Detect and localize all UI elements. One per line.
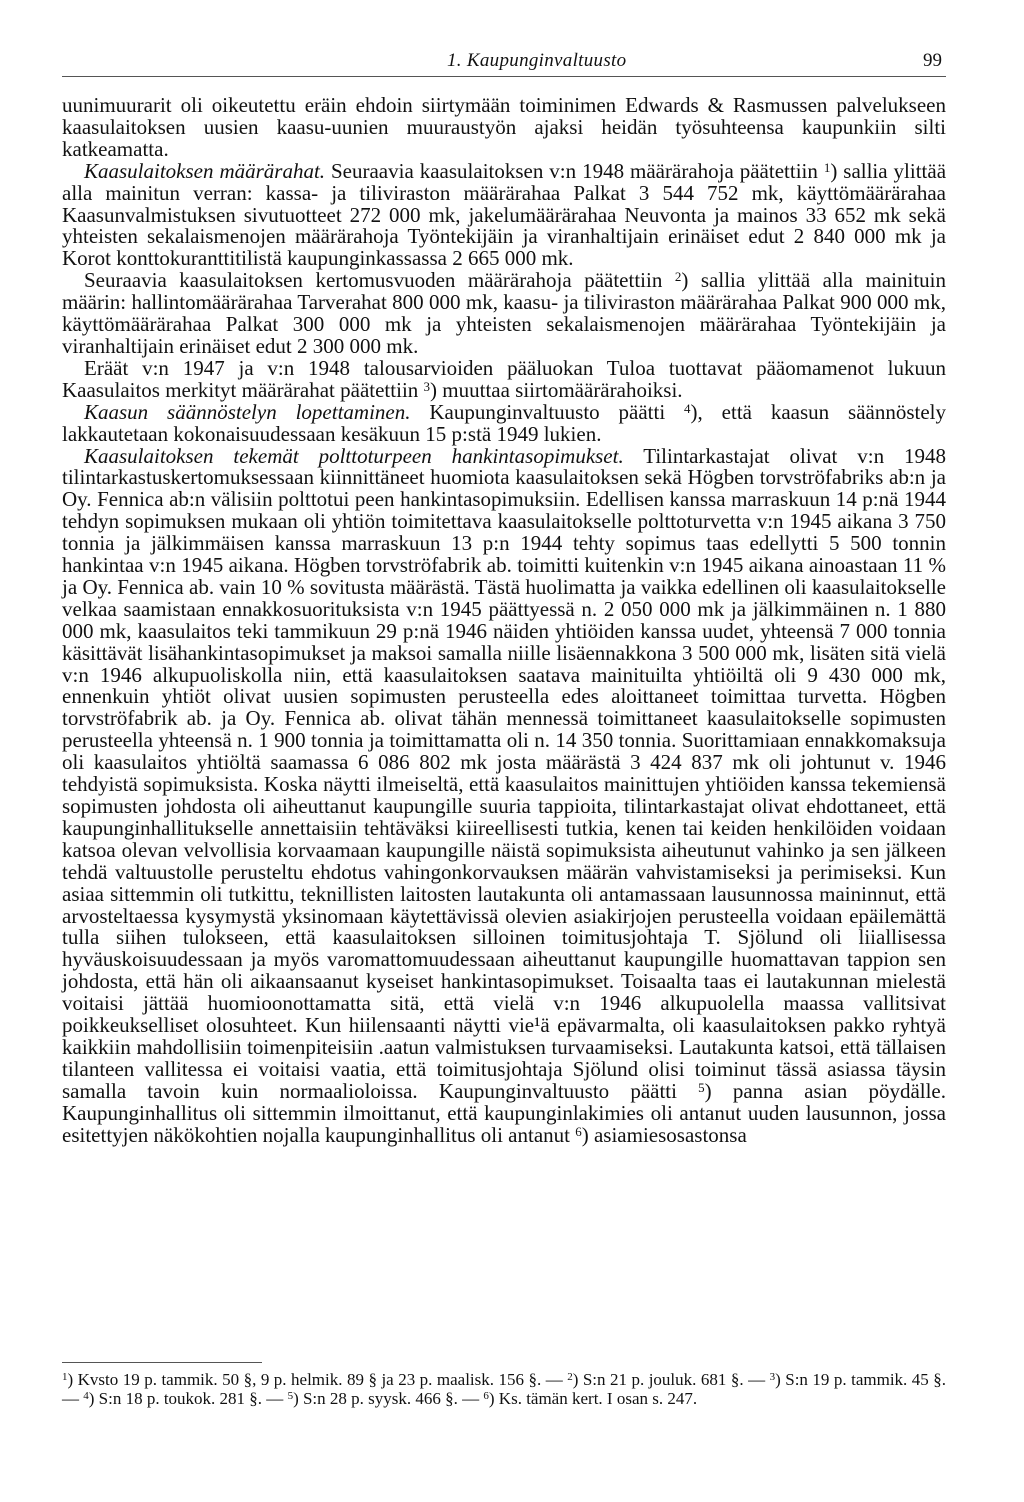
text-run: ) S:n 18 p. toukok. 281 §. — [88, 1388, 288, 1408]
paragraph [62, 355, 946, 402]
paragraph [62, 158, 947, 271]
text-run: Kaupunginvaltuusto päätti [410, 399, 685, 424]
paragraph [62, 95, 946, 161]
text-run: ) muuttaa siirtomäärärahoiksi. [430, 377, 683, 402]
text-run: ) asiamiesosastonsa [581, 1122, 747, 1147]
header-rule [62, 76, 946, 77]
footnote-reference: 3 [769, 1371, 776, 1383]
text-run: ), että kaasun säännöstely lakkautetaan kokonaisuudessaan kesäkuun 15 p:stä 1949 lukien. [62, 399, 946, 446]
body-text [62, 95, 946, 1147]
text-run: uunimuurarit oli oikeutettu eräin ehdoin siirtymään toiminimen Edwards & Rasmussen palvelukseen kaasulaitoksen uusien kaasu-uunien muuraustyön ajaksi heidän työsuhteensa kaupunkiin silti katkeamatta. [62, 93, 946, 161]
footnote-text [62, 1371, 946, 1408]
section-heading: Kaasun säännöstelyn lopettaminen. [84, 399, 411, 424]
text-run: ) sallia ylittää alla mainitun verran: kassa- ja tiliviraston määrärahaa Palkat 3 544 752 mk, käyttömäärärahaa Kaasunvalmistuksen sivutuotteet 272 000 mk, jakelumäärärahaa Neuvonta ja mainos 33 652 mk sekä yhteisten sekalaismenojen määrärahoja Työntekijäin ja viranhaltijain erinäiset edut 2 840 000 mk ja Korot konttokuranttitilistä kaupunginkassassa 2 665 000 mk. [62, 158, 947, 271]
section-heading: Kaasulaitoksen määrärahat. [84, 158, 326, 183]
text-run: Seuraavia kaasulaitoksen v:n 1948 määrärahoja päätettiin [325, 158, 824, 183]
page-number: 99 [923, 50, 942, 71]
text-run: Tilintarkastajat olivat v:n 1948 tilintarkastuskertomuksessaan kiinnittäneet huomiota kaasulaitoksen sekä Högben torvströfabriks ab:n ja Oy. Fennica ab:n välisiin polttotui peen hankintasopimuksiin. Edellisen kanssa marraskuun 14 p:nä 1944 tehdyn sopimuksen mukaan oli yhtiön toimitettava kaasulaitokselle polttoturvetta v:n 1945 aikana 3 750 tonnia ja jälkimmäisen kanssa marraskuun 13 p:n 1944 tehty sopimus taas edellytti 5 500 tonnin hankintaa v:n 1945 aikana. Högben torvströfabrik ab. toimitti kuitenkin v:n 1945 aikana ainoastaan 11 % ja Oy. Fennica ab. vain 10 % sovitusta määrästä. Tästä huolimatta ja vaikka edellinen oli kaasulaitokselle velkaa saamistaan ennakkosuorituksista v:n 1945 päättyessä n. 2 050 000 mk ja jälkimmäinen n. 1 880 000 mk, kaasulaitos teki tammikuun 29 p:nä 1946 näiden yhtiöiden kanssa uudet, yhteensä 7 000 tonnia käsittävät lisähankintasopimukset ja maksoi samalla niille lisäennakkona 3 500 000 mk, lisäten sitä vielä v:n 1946 alkupuoliskolla niin, että kaasulaitoksen saatava mainituilta yhtiöiltä oli 9 430 000 mk, ennenkuin yhtiöt olivat uusien sopimusten perusteella edes aloittaneet toimittaa turvetta. Högben torvströfabrik ab. ja Oy. Fennica ab. olivat tähän mennessä toimittaneet kaasulaitokselle sopimusten perusteella yhteensä n. 1 900 tonnia ja toimittamatta oli n. 14 350 tonnia. Suorittamiaan ennakkomaksuja oli kaasulaitos yhtiöltä saamassa 6 086 802 mk josta määrästä 3 424 837 mk oli johtunut v. 1946 tehdyistä sopimuksista. Koska näytti ilmeiseltä, että kaasulaitos mainittujen yhtiöiden kanssa tekemiensä sopimusten johdosta oli aiheuttanut kaupungille suuria tappioita, tilintarkastajat olivat ehdottaneet, että kaupunginhallitukselle annettaisiin tehtäväksi kiireellisesti tutkia, kenen tai keiden henkilöiden voidaan katsoa olevan velvollisia korvaamaan kaupungille näistä sopimuksista aiheutunut vahinko ja sen jälkeen tehdä valtuustolle perusteltu ehdotus vahingonkorvauksen määrän vahvistamiseksi ja perimiseksi. Kun asiaa sittemmin oli tutkittu, teknillisten laitosten lautakunta oli antamassaan lausunnossa maininnut, että arvosteltaessa kysymystä yksinomaan käytettävissä olevien asiakirjojen perusteella voidaan epäilemättä tulla siihen tulokseen, että kaasulaitoksen silloinen toimitusjohtaja T. Sjölund oli liiallisessa hyväuskoisuudessaan ja myös varomattomuudessaan aiheuttanut kaupungille huomattavan tappion sen johdosta, että hän oli aikaansaanut kyseiset hankintasopimukset. Toisaalta taas ei lautakunnan mielestä voitaisi jättää huomioonottamatta sitä, että vielä v:n 1946 alkupuolella maassa vallitsivat poikkeukselliset olosuhteet. Kun hiilensaanti näytti vie¹ä epävarmalta, oli kaasulaitoksen pakko ryhtyä kaikkiin mahdollisiin toimenpiteisiin .aatun valmistuksen turvaamiseksi. Lautakunta katsoi, että tällaisen tilanteen vallitessa ei voitaisi vaatia, että toimitusjohtaja Sjölund olisi toiminut tässä asiassa täysin samalla tavoin kuin normaalioloissa. Kaupunginvaltuusto päätti [62, 443, 946, 1103]
footnote-reference: 5 [698, 1079, 705, 1095]
footnote-separator [62, 1362, 262, 1363]
footnote-reference: 5 [287, 1389, 294, 1402]
footnote-reference: 1 [62, 1371, 68, 1383]
text-run: ) S:n 28 p. syysk. 466 §. — [293, 1388, 484, 1408]
footnote-reference: 6 [575, 1123, 582, 1139]
footnotes [62, 1371, 946, 1408]
running-header [62, 50, 946, 78]
text-run: Eräät v:n 1947 ja v:n 1948 talousarvioiden pääluokan Tuloa tuottavat pääomamenot lukuun Kaasulaitos merkityt määrärahat päätettiin [62, 355, 946, 402]
text-run: Seuraavia kaasulaitoksen kertomusvuoden määrärahoja päätettiin [84, 268, 675, 293]
section-heading: Kaasulaitoksen tekemät polttoturpeen hankintasopimukset. [84, 443, 624, 468]
paragraph [62, 443, 947, 1147]
paragraph [62, 270, 946, 358]
footnote-reference: 3 [423, 378, 431, 394]
footnote-reference: 4 [83, 1389, 89, 1402]
footnote-reference: 4 [684, 400, 691, 416]
paragraph [62, 399, 946, 446]
running-header-title: 1. Kaupunginvaltuusto [447, 50, 627, 71]
text-run: ) S:n 21 p. jouluk. 681 §. — [572, 1370, 770, 1389]
text-run: ) S:n 19 p. tammik. 45 §. — [62, 1370, 947, 1408]
text-run: ) Ks. tämän kert. I osan s. 247. [488, 1388, 698, 1408]
text-run: ) Kvsto 19 p. tammik. 50 §, 9 p. helmik. 89 § ja 23 p. maalisk. 156 §. — [67, 1370, 568, 1389]
footnote-reference: 2 [674, 269, 682, 285]
text-run: ) sallia ylittää alla mainituin määrin: hallintomäärärahaa Tarverahat 800 000 mk, kaasu- ja tiliviraston määrärahaa Palkat 900 000 mk, käyttömäärärahaa Palkat 300 000 mk ja yhteisten sekalaismenojen määrärahaa Työntekijäin ja viranhaltijain erinäiset edut 2 300 000 mk. [62, 268, 947, 358]
text-run: ) panna asian pöydälle. Kaupunginhallitus oli sittemmin ilmoittanut, että kaupunginlakimies oli antanut uuden lausunnon, jossa esitettyjen näkökohtien nojalla kaupunginhallitus oli antanut [62, 1078, 947, 1147]
footnote-reference: 2 [567, 1371, 573, 1383]
footnote-reference: 1 [823, 159, 831, 175]
footnote-reference: 6 [483, 1389, 489, 1402]
